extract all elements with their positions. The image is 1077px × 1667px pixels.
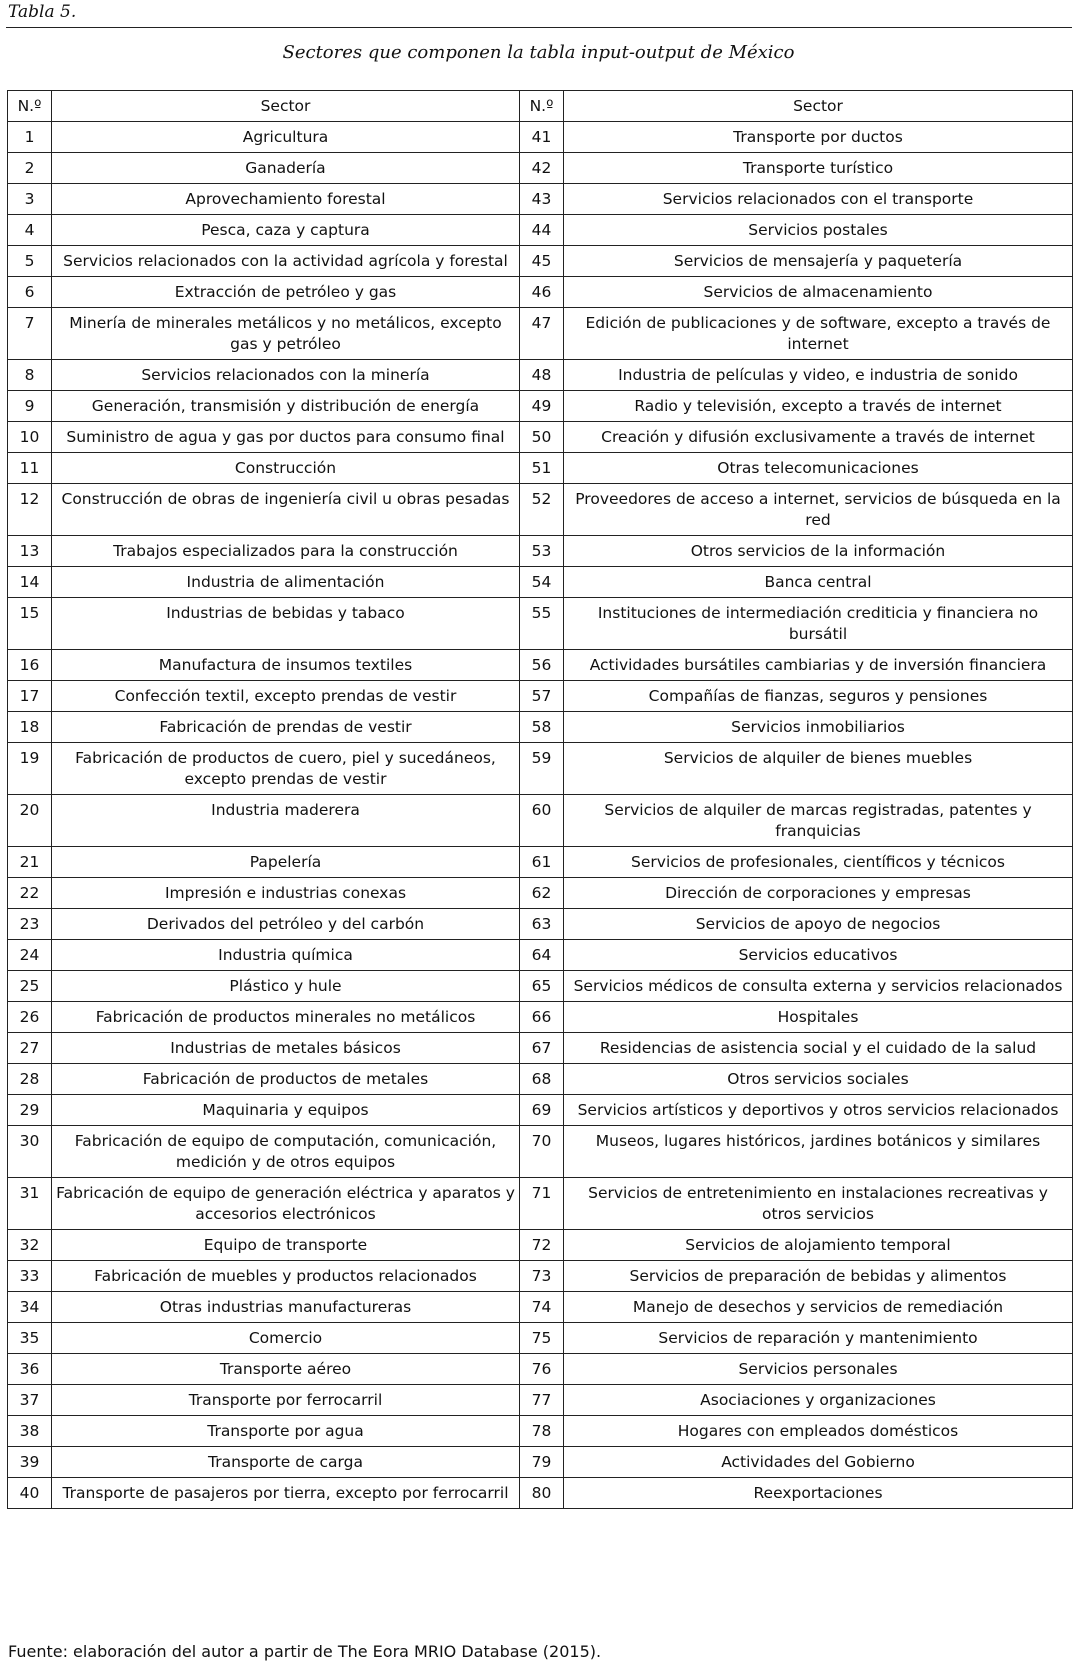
row-sector-right: Reexportaciones <box>564 1478 1073 1509</box>
row-sector-left: Manufactura de insumos textiles <box>52 650 520 681</box>
row-sector-left: Derivados del petróleo y del carbón <box>52 909 520 940</box>
row-sector-left: Otras industrias manufactureras <box>52 1292 520 1323</box>
row-number-left: 12 <box>8 484 52 536</box>
header-number-left: N.º <box>8 91 52 122</box>
table-row <box>8 122 1073 153</box>
row-sector-left: Papelería <box>52 847 520 878</box>
row-number-right: 57 <box>520 681 564 712</box>
row-sector-right: Dirección de corporaciones y empresas <box>564 878 1073 909</box>
row-sector-left: Transporte de carga <box>52 1447 520 1478</box>
row-number-right: 66 <box>520 1002 564 1033</box>
row-sector-right: Instituciones de intermediación crediticia y financiera no bursátil <box>564 598 1073 650</box>
row-number-right: 54 <box>520 567 564 598</box>
table-row <box>8 909 1073 940</box>
row-sector-right: Hogares con empleados domésticos <box>564 1416 1073 1447</box>
table-row <box>8 598 1073 650</box>
row-number-right: 75 <box>520 1323 564 1354</box>
table-row <box>8 277 1073 308</box>
row-number-right: 45 <box>520 246 564 277</box>
row-number-left: 28 <box>8 1064 52 1095</box>
table-row <box>8 1230 1073 1261</box>
sectors-table <box>7 90 1073 1509</box>
row-number-left: 21 <box>8 847 52 878</box>
row-number-right: 59 <box>520 743 564 795</box>
row-number-left: 38 <box>8 1416 52 1447</box>
row-number-left: 20 <box>8 795 52 847</box>
row-sector-left: Suministro de agua y gas por ductos para consumo final <box>52 422 520 453</box>
table-label: Tabla 5. <box>8 2 77 22</box>
row-number-left: 1 <box>8 122 52 153</box>
row-sector-left: Transporte por ferrocarril <box>52 1385 520 1416</box>
row-sector-right: Actividades bursátiles cambiarias y de inversión financiera <box>564 650 1073 681</box>
row-sector-right: Radio y televisión, excepto a través de internet <box>564 391 1073 422</box>
row-number-left: 17 <box>8 681 52 712</box>
row-sector-right: Servicios de profesionales, científicos y técnicos <box>564 847 1073 878</box>
row-sector-left: Pesca, caza y captura <box>52 215 520 246</box>
table-row <box>8 153 1073 184</box>
row-number-right: 76 <box>520 1354 564 1385</box>
row-sector-left: Confección textil, excepto prendas de vestir <box>52 681 520 712</box>
row-number-left: 26 <box>8 1002 52 1033</box>
table-row <box>8 536 1073 567</box>
row-sector-left: Fabricación de equipo de computación, comunicación, medición y de otros equipos <box>52 1126 520 1178</box>
row-sector-left: Servicios relacionados con la minería <box>52 360 520 391</box>
row-number-right: 62 <box>520 878 564 909</box>
row-sector-left: Impresión e industrias conexas <box>52 878 520 909</box>
row-sector-left: Ganadería <box>52 153 520 184</box>
row-sector-right: Servicios postales <box>564 215 1073 246</box>
row-number-left: 19 <box>8 743 52 795</box>
row-number-left: 18 <box>8 712 52 743</box>
table-row <box>8 847 1073 878</box>
row-number-left: 6 <box>8 277 52 308</box>
row-sector-left: Fabricación de prendas de vestir <box>52 712 520 743</box>
row-number-right: 41 <box>520 122 564 153</box>
table-row <box>8 712 1073 743</box>
row-sector-right: Proveedores de acceso a internet, servicios de búsqueda en la red <box>564 484 1073 536</box>
row-number-right: 47 <box>520 308 564 360</box>
row-number-left: 24 <box>8 940 52 971</box>
row-sector-left: Fabricación de muebles y productos relacionados <box>52 1261 520 1292</box>
table-row <box>8 246 1073 277</box>
row-number-left: 36 <box>8 1354 52 1385</box>
row-sector-right: Servicios de almacenamiento <box>564 277 1073 308</box>
source-note: Fuente: elaboración del autor a partir de The Eora MRIO Database (2015). <box>8 1642 602 1661</box>
row-sector-left: Aprovechamiento forestal <box>52 184 520 215</box>
row-sector-right: Transporte turístico <box>564 153 1073 184</box>
row-sector-left: Maquinaria y equipos <box>52 1095 520 1126</box>
table-row <box>8 1416 1073 1447</box>
row-number-left: 34 <box>8 1292 52 1323</box>
table-row <box>8 1385 1073 1416</box>
row-number-left: 11 <box>8 453 52 484</box>
row-sector-left: Fabricación de productos de cuero, piel y sucedáneos, excepto prendas de vestir <box>52 743 520 795</box>
row-number-left: 4 <box>8 215 52 246</box>
row-number-left: 15 <box>8 598 52 650</box>
table-row <box>8 1064 1073 1095</box>
row-number-left: 25 <box>8 971 52 1002</box>
table-row <box>8 650 1073 681</box>
row-number-right: 65 <box>520 971 564 1002</box>
row-number-right: 68 <box>520 1064 564 1095</box>
row-number-right: 60 <box>520 795 564 847</box>
row-sector-left: Transporte por agua <box>52 1416 520 1447</box>
row-number-right: 72 <box>520 1230 564 1261</box>
row-number-left: 32 <box>8 1230 52 1261</box>
row-sector-right: Servicios artísticos y deportivos y otros servicios relacionados <box>564 1095 1073 1126</box>
table-row <box>8 308 1073 360</box>
table-title: Sectores que componen la tabla input-output de México <box>282 42 795 63</box>
row-number-right: 49 <box>520 391 564 422</box>
row-number-left: 9 <box>8 391 52 422</box>
row-sector-right: Asociaciones y organizaciones <box>564 1385 1073 1416</box>
row-sector-right: Residencias de asistencia social y el cuidado de la salud <box>564 1033 1073 1064</box>
table-row <box>8 795 1073 847</box>
row-number-right: 79 <box>520 1447 564 1478</box>
row-number-left: 22 <box>8 878 52 909</box>
row-sector-left: Comercio <box>52 1323 520 1354</box>
row-sector-right: Servicios inmobiliarios <box>564 712 1073 743</box>
table-row <box>8 484 1073 536</box>
row-number-left: 27 <box>8 1033 52 1064</box>
row-number-right: 56 <box>520 650 564 681</box>
row-sector-left: Servicios relacionados con la actividad agrícola y forestal <box>52 246 520 277</box>
row-sector-right: Servicios médicos de consulta externa y servicios relacionados <box>564 971 1073 1002</box>
table-row <box>8 215 1073 246</box>
row-sector-left: Transporte de pasajeros por tierra, excepto por ferrocarril <box>52 1478 520 1509</box>
table-row <box>8 1292 1073 1323</box>
row-sector-right: Transporte por ductos <box>564 122 1073 153</box>
row-number-right: 42 <box>520 153 564 184</box>
table-row <box>8 971 1073 1002</box>
row-sector-right: Hospitales <box>564 1002 1073 1033</box>
row-sector-right: Servicios de preparación de bebidas y alimentos <box>564 1261 1073 1292</box>
table-row <box>8 1447 1073 1478</box>
row-number-right: 63 <box>520 909 564 940</box>
row-number-left: 5 <box>8 246 52 277</box>
row-sector-left: Equipo de transporte <box>52 1230 520 1261</box>
row-number-right: 61 <box>520 847 564 878</box>
table-row <box>8 1178 1073 1230</box>
row-number-right: 52 <box>520 484 564 536</box>
table-row <box>8 940 1073 971</box>
row-sector-right: Edición de publicaciones y de software, excepto a través de internet <box>564 308 1073 360</box>
row-sector-right: Servicios personales <box>564 1354 1073 1385</box>
table-row <box>8 1478 1073 1509</box>
table-row <box>8 743 1073 795</box>
row-sector-right: Servicios de apoyo de negocios <box>564 909 1073 940</box>
row-sector-right: Banca central <box>564 567 1073 598</box>
row-sector-left: Industria maderera <box>52 795 520 847</box>
header-sector-right: Sector <box>564 91 1073 122</box>
row-number-left: 39 <box>8 1447 52 1478</box>
row-sector-right: Servicios educativos <box>564 940 1073 971</box>
row-sector-left: Generación, transmisión y distribución de energía <box>52 391 520 422</box>
row-number-right: 58 <box>520 712 564 743</box>
table-row <box>8 1033 1073 1064</box>
row-number-right: 78 <box>520 1416 564 1447</box>
row-number-right: 74 <box>520 1292 564 1323</box>
table-row <box>8 391 1073 422</box>
table-row <box>8 360 1073 391</box>
row-number-left: 3 <box>8 184 52 215</box>
row-number-right: 69 <box>520 1095 564 1126</box>
row-sector-right: Servicios de entretenimiento en instalaciones recreativas y otros servicios <box>564 1178 1073 1230</box>
row-number-right: 64 <box>520 940 564 971</box>
row-sector-left: Construcción <box>52 453 520 484</box>
row-sector-right: Servicios de alquiler de marcas registradas, patentes y franquicias <box>564 795 1073 847</box>
row-number-left: 16 <box>8 650 52 681</box>
row-number-left: 14 <box>8 567 52 598</box>
row-sector-left: Industrias de metales básicos <box>52 1033 520 1064</box>
row-number-right: 50 <box>520 422 564 453</box>
row-sector-right: Otras telecomunicaciones <box>564 453 1073 484</box>
row-number-left: 13 <box>8 536 52 567</box>
table-body <box>8 122 1073 1509</box>
row-sector-left: Industrias de bebidas y tabaco <box>52 598 520 650</box>
row-number-right: 51 <box>520 453 564 484</box>
row-sector-left: Extracción de petróleo y gas <box>52 277 520 308</box>
row-number-right: 46 <box>520 277 564 308</box>
row-number-left: 2 <box>8 153 52 184</box>
row-number-right: 44 <box>520 215 564 246</box>
row-sector-right: Museos, lugares históricos, jardines botánicos y similares <box>564 1126 1073 1178</box>
header-sector-left: Sector <box>52 91 520 122</box>
row-sector-left: Industria de alimentación <box>52 567 520 598</box>
row-number-left: 31 <box>8 1178 52 1230</box>
row-number-left: 7 <box>8 308 52 360</box>
row-sector-right: Compañías de fianzas, seguros y pensiones <box>564 681 1073 712</box>
top-divider <box>6 27 1072 28</box>
row-sector-right: Servicios de mensajería y paquetería <box>564 246 1073 277</box>
table-row <box>8 1002 1073 1033</box>
row-sector-right: Otros servicios de la información <box>564 536 1073 567</box>
row-number-right: 80 <box>520 1478 564 1509</box>
row-sector-right: Servicios de alojamiento temporal <box>564 1230 1073 1261</box>
row-sector-left: Fabricación de productos de metales <box>52 1064 520 1095</box>
table-row <box>8 1323 1073 1354</box>
header-number-right: N.º <box>520 91 564 122</box>
row-number-right: 43 <box>520 184 564 215</box>
table-row <box>8 1354 1073 1385</box>
table-row <box>8 1261 1073 1292</box>
row-number-left: 40 <box>8 1478 52 1509</box>
row-number-right: 55 <box>520 598 564 650</box>
row-sector-left: Agricultura <box>52 122 520 153</box>
row-sector-right: Otros servicios sociales <box>564 1064 1073 1095</box>
row-sector-left: Fabricación de equipo de generación eléctrica y aparatos y accesorios electrónicos <box>52 1178 520 1230</box>
row-number-right: 77 <box>520 1385 564 1416</box>
row-number-right: 71 <box>520 1178 564 1230</box>
row-sector-left: Plástico y hule <box>52 971 520 1002</box>
row-sector-right: Actividades del Gobierno <box>564 1447 1073 1478</box>
row-number-left: 8 <box>8 360 52 391</box>
row-number-right: 67 <box>520 1033 564 1064</box>
table-row <box>8 184 1073 215</box>
table-row <box>8 878 1073 909</box>
row-sector-right: Servicios de alquiler de bienes muebles <box>564 743 1073 795</box>
row-number-right: 73 <box>520 1261 564 1292</box>
row-number-left: 23 <box>8 909 52 940</box>
table-row <box>8 1095 1073 1126</box>
row-sector-right: Creación y difusión exclusivamente a través de internet <box>564 422 1073 453</box>
row-number-left: 30 <box>8 1126 52 1178</box>
row-sector-right: Industria de películas y video, e industria de sonido <box>564 360 1073 391</box>
row-number-left: 35 <box>8 1323 52 1354</box>
table-header-row <box>8 91 1073 122</box>
row-number-right: 48 <box>520 360 564 391</box>
row-sector-left: Transporte aéreo <box>52 1354 520 1385</box>
row-number-left: 37 <box>8 1385 52 1416</box>
row-number-left: 29 <box>8 1095 52 1126</box>
table-row <box>8 567 1073 598</box>
row-number-right: 70 <box>520 1126 564 1178</box>
row-sector-left: Fabricación de productos minerales no metálicos <box>52 1002 520 1033</box>
table-row <box>8 1126 1073 1178</box>
row-sector-left: Construcción de obras de ingeniería civil u obras pesadas <box>52 484 520 536</box>
row-number-left: 10 <box>8 422 52 453</box>
row-sector-left: Trabajos especializados para la construcción <box>52 536 520 567</box>
table-row <box>8 681 1073 712</box>
row-number-right: 53 <box>520 536 564 567</box>
row-sector-left: Minería de minerales metálicos y no metálicos, excepto gas y petróleo <box>52 308 520 360</box>
row-sector-right: Manejo de desechos y servicios de remediación <box>564 1292 1073 1323</box>
row-sector-left: Industria química <box>52 940 520 971</box>
table-row <box>8 422 1073 453</box>
table-row <box>8 453 1073 484</box>
row-number-left: 33 <box>8 1261 52 1292</box>
row-sector-right: Servicios de reparación y mantenimiento <box>564 1323 1073 1354</box>
row-sector-right: Servicios relacionados con el transporte <box>564 184 1073 215</box>
